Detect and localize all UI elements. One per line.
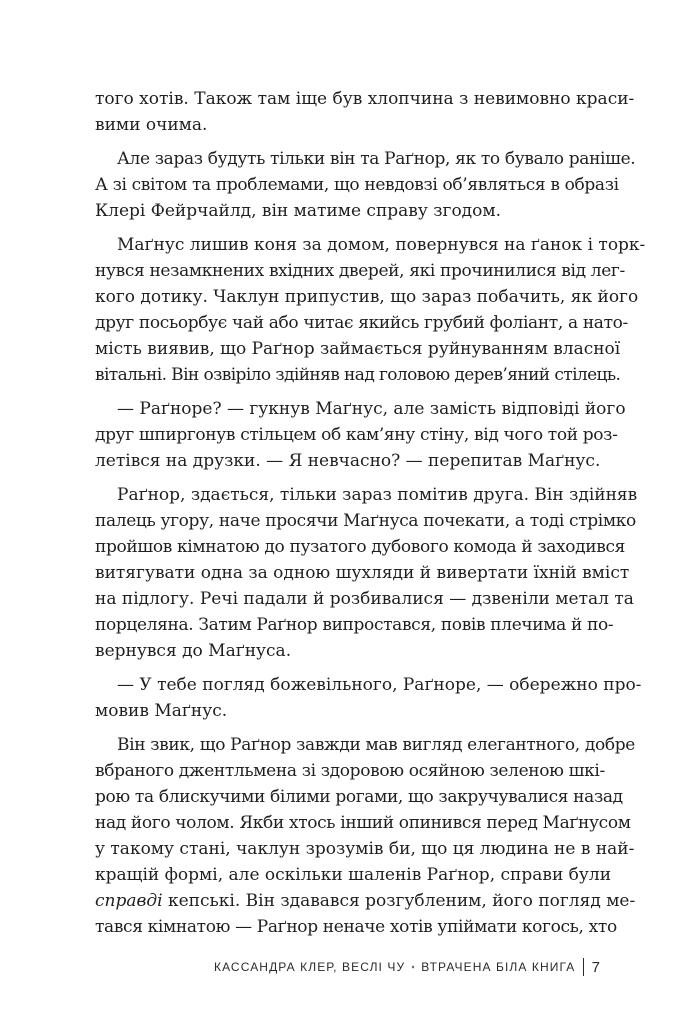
running-head-title: ВТРАЧЕНА БІЛА КНИГА bbox=[421, 960, 576, 974]
text-line: — Раґноре? — гукнув Маґнус, але замість відповіді його bbox=[117, 399, 626, 419]
sunburst-star-icon bbox=[411, 959, 415, 975]
text-line: Раґнор, здається, тільки зараз помітив друга. Він здійняв bbox=[117, 485, 638, 505]
text-line: того хотів. Також там іще був хлопчина з невимовно краси- bbox=[95, 89, 635, 109]
text-line bbox=[95, 888, 636, 914]
text-line: мість виявив, що Раґнор займається руйнуванням власної bbox=[95, 339, 621, 359]
text-line: друг посьорбує чай або читає якийсь грубий фоліант, а натo- bbox=[95, 313, 628, 333]
text-line: тався кімнатою — Раґнор неначе хотів упіймати когось, хто bbox=[95, 917, 617, 937]
text-line: над його чолом. Якби хтось інший опинився перед Маґнусом bbox=[95, 813, 631, 833]
text-line: порцеляна. Затим Раґнор випростався, повів плечима й по- bbox=[95, 615, 614, 635]
text-line: Він звик, що Раґнор завжди мав вигляд елегантного, добре bbox=[117, 735, 635, 755]
paragraph-gap bbox=[95, 724, 601, 732]
text-line: летівся на друзки. — Я невчасно? — перепитав Маґнус. bbox=[95, 451, 601, 471]
text-line: — У тебе погляд божевільного, Раґноре, — обережно про- bbox=[117, 675, 642, 695]
text-line: вбраного джентльмена зі здоровою осяйною зеленою шкі- bbox=[95, 761, 605, 781]
running-head-authors: КАССАНДРА КЛЕР, ВЕСЛІ ЧУ bbox=[214, 960, 406, 974]
text-line: Маґнус лишив коня за домом, повернувся на ґанок і торк- bbox=[117, 235, 646, 255]
text-line: у такому стані, чаклун зрозумів би, що ця людина не в най- bbox=[95, 839, 635, 859]
page-number: 7 bbox=[591, 958, 600, 976]
body-text bbox=[95, 86, 646, 940]
text-line: вими очима. bbox=[95, 115, 208, 135]
text-line: пройшов кімнатою до пузатого дубового комода й заходився bbox=[95, 537, 626, 557]
text-line: А зі світом та проблемами, що невдовзі об’являться в образі bbox=[95, 175, 619, 195]
text-line: вітальні. Він озвіріло здійняв над головою дерев’яний стілець. bbox=[95, 365, 621, 385]
emphasis-text: справді bbox=[95, 891, 163, 911]
text-line: нувся незамкнених вхідних дверей, які прочинилися від лег- bbox=[95, 261, 625, 281]
text-line: кого дотику. Чаклун припустив, що зараз побачить, як його bbox=[95, 287, 639, 307]
paragraph-gap bbox=[95, 388, 601, 396]
text-line: вернувся до Маґнуса. bbox=[95, 641, 292, 661]
text-line: палець угору, наче просячи Маґнуса почекати, а тоді стрімко bbox=[95, 511, 636, 531]
text-line: Але зараз будуть тільки він та Раґнор, як то бувало раніше. bbox=[117, 149, 636, 169]
text-line: витягувати одна за одною шухляди й вивертати їхній вміст bbox=[95, 563, 630, 583]
text-line: друг шпиргонув стільцем об кам’яну стіну, від чого той роз- bbox=[95, 425, 618, 445]
text-line: рою та блискучими білими рогами, що закручувалися назад bbox=[95, 787, 623, 807]
paragraph-gap bbox=[95, 664, 601, 672]
paragraph-gap bbox=[95, 474, 601, 482]
text-line: Клері Фейрчайлд, він матиме справу згодом. bbox=[95, 201, 502, 221]
page-footer bbox=[214, 958, 600, 976]
paragraph-gap bbox=[95, 224, 601, 232]
text-line: кращій формі, але оскільки шаленів Раґнор, справи були bbox=[95, 865, 612, 885]
text-line: на підлогу. Речі падали й розбивалися — дзвеніли метал та bbox=[95, 589, 634, 609]
text-line: мовив Маґнус. bbox=[95, 701, 228, 721]
text-run: кепські. Він здавався розгубленим, його погляд ме- bbox=[162, 891, 636, 911]
paragraph-gap bbox=[95, 138, 601, 146]
